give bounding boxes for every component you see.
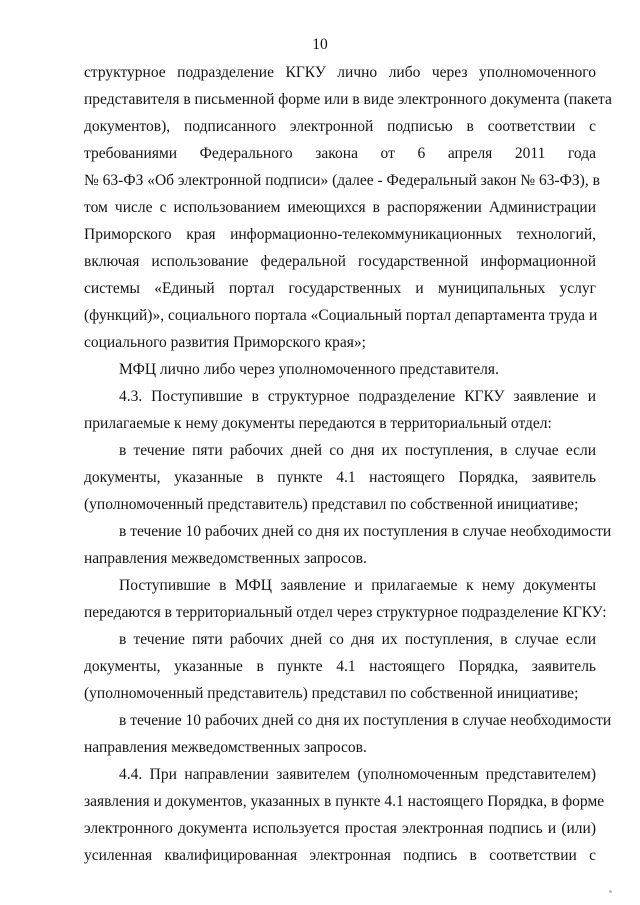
document-line: структурное подразделение КГКУ лично либо через уполномоченного — [84, 64, 596, 81]
document-line: документы, указанные в пункте 4.1 настоящего Порядка, заявитель — [84, 469, 596, 486]
document-line: в течение пяти рабочих дней со дня их поступления, в случае если — [119, 442, 596, 459]
document-line: в течение 10 рабочих дней со дня их поступления в случае необходимости — [119, 712, 612, 729]
document-line: 4.3. Поступившие в структурное подразделение КГКУ заявление и — [119, 388, 596, 405]
document-line: № 63-ФЗ «Об электронной подписи» (далее - Федеральный закон № 63-ФЗ), в — [84, 172, 600, 189]
page-number: 10 — [312, 36, 328, 53]
document-line: Приморского края информационно-телекоммуникационных технологий, — [84, 226, 596, 243]
document-line: (уполномоченный представитель) представил по собственной инициативе; — [84, 685, 579, 702]
document-line: том числе с использованием имеющихся в распоряжении Администрации — [84, 199, 596, 216]
document-line: представителя в письменной форме или в виде электронного документа (пакета — [84, 91, 612, 108]
scan-mark — [609, 890, 612, 893]
document-line: социального развития Приморского края»; — [84, 334, 366, 351]
document-line: включая использование федеральной государственной информационной — [84, 253, 596, 270]
document-line: электронного документа используется простая электронная подпись и (или) — [84, 820, 596, 837]
document-body — [84, 59, 612, 869]
document-line: заявления и документов, указанных в пункте 4.1 настоящего Порядка, в форме — [84, 793, 605, 810]
document-line: системы «Единый портал государственных и муниципальных услуг — [84, 280, 596, 297]
document-line: (функций)», социального портала «Социальный портал департамента труда и — [84, 307, 598, 324]
document-line: направления межведомственных запросов. — [84, 550, 367, 567]
document-line: (уполномоченный представитель) представил по собственной инициативе; — [84, 496, 579, 513]
document-line: МФЦ лично либо через уполномоченного представителя. — [119, 361, 499, 378]
document-line: требованиями Федерального закона от 6 апреля 2011 года — [84, 145, 596, 162]
document-line: усиленная квалифицированная электронная подпись в соответствии с — [84, 847, 596, 864]
document-line: в течение 10 рабочих дней со дня их поступления в случае необходимости — [119, 523, 612, 540]
document-line: документов), подписанного электронной подписью в соответствии с — [84, 118, 596, 135]
document-line: 4.4. При направлении заявителем (уполномоченным представителем) — [119, 766, 596, 783]
document-line: Поступившие в МФЦ заявление и прилагаемые к нему документы — [119, 577, 596, 594]
document-line: передаются в территориальный отдел через структурное подразделение КГКУ: — [84, 604, 607, 621]
document-line: прилагаемые к нему документы передаются в территориальный отдел: — [84, 415, 552, 432]
document-line: документы, указанные в пункте 4.1 настоящего Порядка, заявитель — [84, 658, 596, 675]
document-line: направления межведомственных запросов. — [84, 739, 367, 756]
document-line: в течение пяти рабочих дней со дня их поступления, в случае если — [119, 631, 596, 648]
